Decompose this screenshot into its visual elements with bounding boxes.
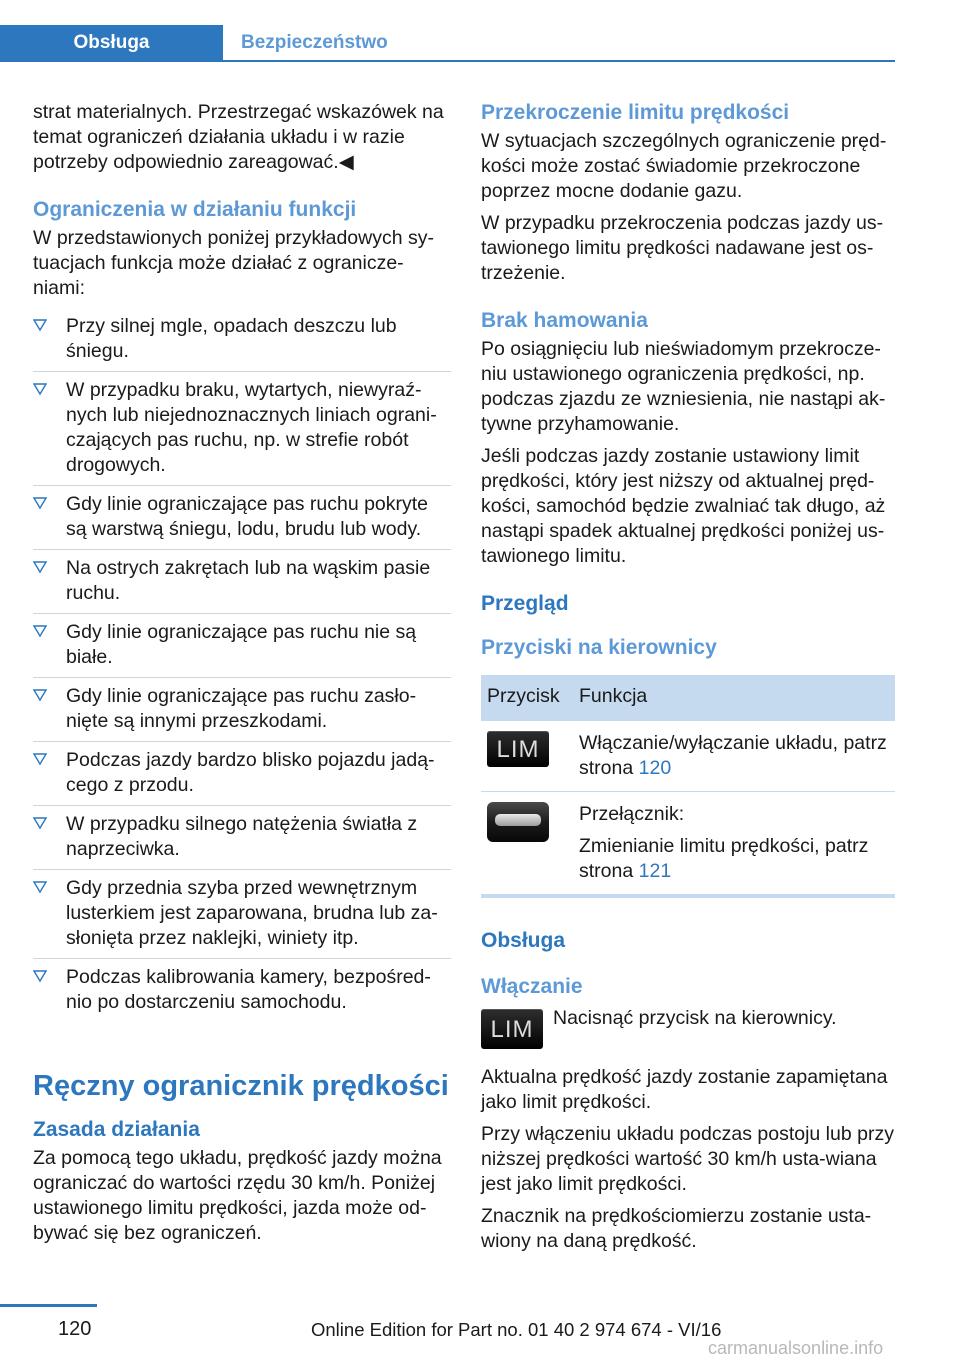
list-item-text: W przypadku braku, wytartych, niewyraź‐nych lub niejednoznacznych liniach ograni‐czających pas ruchu, np. w strefie robót drogowych. xyxy=(66,379,437,476)
right-column xyxy=(481,100,895,1261)
watermark: carmanualsonline.info xyxy=(708,1338,884,1358)
limits-list xyxy=(33,308,451,1022)
triangle-bullet-icon xyxy=(33,752,47,766)
current-speed-paragraph: Aktualna prędkość jazdy zostanie zapamiętana jako limit prędkości. xyxy=(481,1066,888,1113)
function-text: Zmienianie limitu prędkości, patrz strona xyxy=(579,835,869,882)
list-item-text: Gdy przednia szyba przed wewnętrznym lusterkiem jest zaparowana, brudna lub za‐słonięta przez naklejki, winiety itp. xyxy=(66,877,438,949)
list-item-text: Gdy linie ograniczające pas ruchu zasło‐nięte są innymi przeszkodami. xyxy=(66,685,417,732)
braking-heading: Brak hamowania xyxy=(481,309,648,332)
buttons-table xyxy=(481,675,895,898)
function-text: Włączanie/wyłączanie układu, patrz strona xyxy=(579,732,887,779)
limits-intro: W przedstawionych poniżej przykładowych sy‐tuacjach funkcja może działać z ogranicze‐niami: xyxy=(33,227,434,299)
braking-paragraph-2: Jeśli podczas jazdy zostanie ustawiony limit prędkości, który jest niższy od aktualnej pręd‐kości, samochód będzie zwalniać tak długo, aż nastąpi spadek aktualnej prędkości poniżej us‐tawionego limitu. xyxy=(481,445,886,567)
page-number: 120 xyxy=(58,1318,92,1340)
col-header-button: Przycisk xyxy=(481,675,573,721)
edition-text: Online Edition for Part no. 01 40 2 974 674 - VI/16 xyxy=(311,1319,722,1340)
list-item-text: W przypadku silnego natężenia światła z naprzeciwka. xyxy=(66,813,418,860)
marker-paragraph: Znacznik na prędkościomierzu zostanie usta‐wiony na daną prędkość. xyxy=(481,1205,872,1252)
exceed-paragraph-1: W sytuacjach szczególnych ograniczenie pręd‐kości może zostać świadomie przekroczone poprzez mocne dodanie gazu. xyxy=(481,130,887,202)
table-row xyxy=(481,792,895,897)
list-item xyxy=(33,486,451,550)
function-label: Przełącznik: xyxy=(579,803,685,825)
page-reference-link[interactable]: 120 xyxy=(638,757,672,779)
tab-obsluga[interactable]: Obsługa xyxy=(0,25,223,60)
triangle-bullet-icon xyxy=(33,880,47,894)
triangle-bullet-icon xyxy=(33,624,47,638)
button-cell xyxy=(481,792,573,897)
triangle-bullet-icon xyxy=(33,318,47,332)
activate-heading: Włączanie xyxy=(481,975,583,998)
section-title: Ręczny ogranicznik prędkości xyxy=(33,1070,449,1102)
function-cell xyxy=(573,792,895,897)
activate-instruction: Nacisnąć przycisk na kierownicy. xyxy=(553,1007,837,1029)
list-item xyxy=(33,550,451,614)
list-item xyxy=(33,742,451,806)
button-cell xyxy=(481,721,573,792)
triangle-bullet-icon xyxy=(33,560,47,574)
triangle-bullet-icon xyxy=(33,382,47,396)
exceed-paragraph-2: W przypadku przekroczenia podczas jazdy us‐tawionego limitu prędkości nadawane jest os‐trzeżenie. xyxy=(481,212,884,284)
list-item-text: Podczas jazdy bardzo blisko pojazdu jadą‐cego z przodu. xyxy=(66,749,435,796)
tab-bezpieczenstwo[interactable]: Bezpieczeństwo xyxy=(241,32,388,53)
footer-rule xyxy=(0,1304,97,1307)
activate-row xyxy=(481,1006,895,1049)
triangle-bullet-icon xyxy=(33,816,47,830)
rocker-switch-icon xyxy=(487,802,549,842)
list-item-text: Przy silnej mgle, opadach deszczu lub śniegu. xyxy=(66,315,397,362)
table-row xyxy=(481,721,895,792)
header-bar xyxy=(0,0,895,62)
lim-button-icon: LIM xyxy=(487,731,549,767)
col-header-function: Funkcja xyxy=(573,675,895,721)
list-item-text: Gdy linie ograniczające pas ruchu nie są białe. xyxy=(66,621,417,668)
standstill-paragraph: Przy włączeniu układu podczas postoju lub przy niższej prędkości wartość 30 km/h usta‐wiana jest jako limit prędkości. xyxy=(481,1123,894,1195)
page-reference-link[interactable]: 121 xyxy=(638,860,672,882)
triangle-bullet-icon xyxy=(33,688,47,702)
overview-heading: Przegląd xyxy=(481,592,569,615)
operation-heading: Obsługa xyxy=(481,929,566,952)
function-cell xyxy=(573,721,895,792)
lim-button-icon: LIM xyxy=(481,1009,543,1049)
triangle-bullet-icon xyxy=(33,496,47,510)
exceed-heading: Przekroczenie limitu prędkości xyxy=(481,101,790,124)
limits-heading: Ograniczenia w działaniu funkcji xyxy=(33,198,357,221)
principle-heading: Zasada działania xyxy=(33,1118,200,1141)
intro-paragraph: strat materialnych. Przestrzegać wskazówek na temat ograniczeń działania układu i w razie potrzeby odpowiednio zareagować.◀ xyxy=(33,101,444,173)
list-item xyxy=(33,806,451,870)
table-header-row xyxy=(481,675,895,721)
list-item xyxy=(33,870,451,959)
buttons-heading: Przyciski na kierownicy xyxy=(481,636,717,659)
list-item xyxy=(33,614,451,678)
list-item xyxy=(33,959,451,1022)
list-item xyxy=(33,678,451,742)
list-item-text: Podczas kalibrowania kamery, bezpośred‐nio po dostarczeniu samochodu. xyxy=(66,966,431,1013)
principle-text: Za pomocą tego układu, prędkość jazdy można ograniczać do wartości rzędu 30 km/h. Poniżej ustawionego limitu prędkości, jazda może od‐bywać się bez ograniczeń. xyxy=(33,1147,442,1244)
list-item-text: Na ostrych zakrętach lub na wąskim pasie ruchu. xyxy=(66,557,431,604)
header-rule xyxy=(0,60,895,62)
braking-paragraph-1: Po osiągnięciu lub nieświadomym przekrocze‐niu ustawionego ograniczenia prędkości, np. podczas zjazdu ze wzniesienia, nie nastąpi ak‐tywne przyhamowanie. xyxy=(481,338,886,435)
left-column xyxy=(33,100,451,1253)
list-item-text: Gdy linie ograniczające pas ruchu pokryte są warstwą śniegu, lodu, brudu lub wody. xyxy=(66,493,429,540)
list-item xyxy=(33,308,451,372)
list-item xyxy=(33,372,451,486)
triangle-bullet-icon xyxy=(33,969,47,983)
